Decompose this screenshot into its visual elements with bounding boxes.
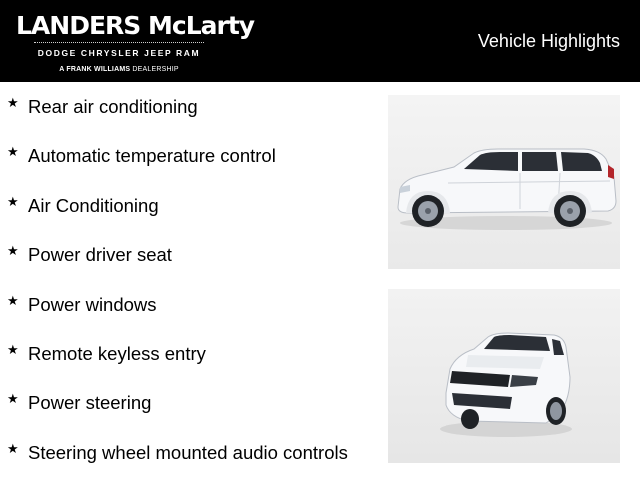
feature-list <box>0 82 380 477</box>
star-icon: ★ <box>7 441 19 457</box>
logo-dealer-line <box>16 66 222 73</box>
star-icon: ★ <box>7 96 19 111</box>
suv-side-illustration <box>388 95 620 269</box>
star-icon: ★ <box>7 392 19 408</box>
logo-brands-line: DODGE CHRYSLER JEEP RAM <box>37 48 201 58</box>
feature-label: Air Conditioning <box>28 194 159 216</box>
list-item <box>0 131 380 180</box>
feature-label: Power steering <box>28 392 152 414</box>
feature-label: Power driver seat <box>28 244 172 266</box>
vehicle-photo-side[interactable] <box>388 95 620 269</box>
logo-dealer-prefix: A FRANK WILLIAMS <box>59 66 131 73</box>
page-title: Vehicle Highlights <box>477 31 620 51</box>
star-icon: ★ <box>7 244 19 260</box>
logo-dealer-suffix: DEALERSHIP <box>132 66 179 73</box>
list-item <box>0 378 380 427</box>
star-icon: ★ <box>7 194 19 210</box>
feature-label: Automatic temperature control <box>28 145 276 167</box>
dealer-logo[interactable] <box>16 11 255 74</box>
feature-label: Remote keyless entry <box>28 342 206 364</box>
list-item <box>0 230 380 279</box>
list-item <box>0 280 380 329</box>
list-item <box>0 82 380 131</box>
logo-brand-text: LANDERS McLarty <box>16 11 255 40</box>
list-item <box>0 428 380 477</box>
star-icon: ★ <box>7 342 19 358</box>
list-item <box>0 181 380 230</box>
star-icon: ★ <box>7 293 19 309</box>
feature-label: Steering wheel mounted audio controls <box>28 441 348 463</box>
star-icon: ★ <box>7 145 19 161</box>
feature-label: Power windows <box>28 293 157 315</box>
feature-label: Rear air conditioning <box>28 96 198 117</box>
header-bar <box>0 0 640 82</box>
list-item <box>0 329 380 378</box>
vehicle-photo-front[interactable] <box>388 289 620 463</box>
suv-front-illustration <box>388 289 620 463</box>
logo-divider <box>34 42 204 43</box>
